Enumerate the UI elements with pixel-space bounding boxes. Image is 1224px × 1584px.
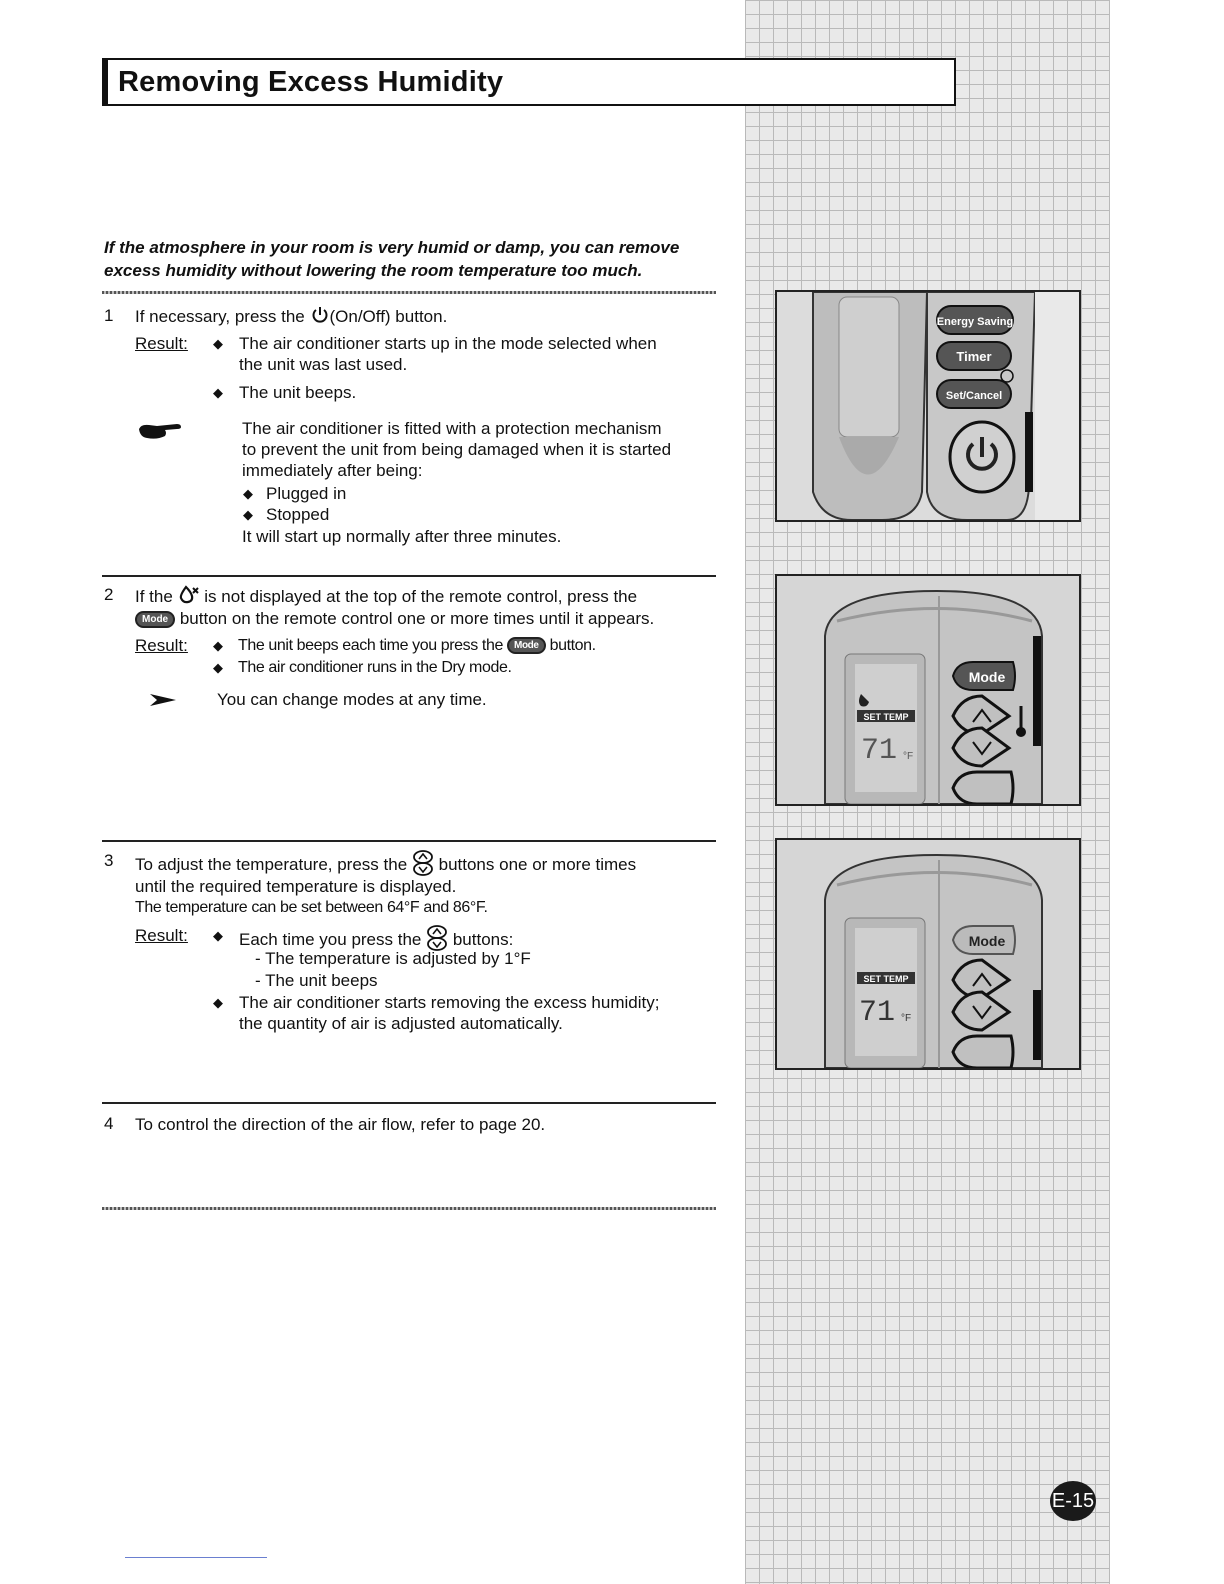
unit-label: °F <box>903 751 914 762</box>
step-2-result-label: Result: <box>135 636 188 655</box>
step-2-line-2 <box>135 608 654 629</box>
mode-button <box>953 662 1015 690</box>
note-closing: It will start up normally after three minutes. <box>242 527 562 546</box>
page-title: Removing Excess Humidity <box>118 66 504 98</box>
power-button <box>950 422 1014 492</box>
bullet-icon: ◆ <box>213 638 223 653</box>
step-3-line-2: until the required temperature is displayed. <box>135 877 457 896</box>
sleep-button <box>953 1036 1013 1068</box>
pointing-hand-icon <box>137 421 183 446</box>
title-box <box>102 58 956 106</box>
footer-link-line <box>125 1557 267 1558</box>
step-2-post: is not displayed at the top of the remote control, press the <box>204 586 638 606</box>
bullet-icon: ◆ <box>213 660 223 675</box>
power-icon <box>310 306 330 329</box>
step-2-number: 2 <box>104 585 114 604</box>
mode-button-icon: Mode <box>507 637 546 654</box>
step-3-result-2-line-1: The air conditioner starts removing the excess humidity; <box>239 993 660 1012</box>
step-3-sub-1: - The temperature is adjusted by 1°F <box>255 949 531 968</box>
mode-button <box>953 926 1015 954</box>
bullet-icon: ◆ <box>243 507 253 522</box>
sleep-button <box>953 772 1013 804</box>
step-2-result-1-pre: The unit beeps each time you press the <box>238 637 503 654</box>
divider-step-2 <box>102 575 716 577</box>
dry-mode-icon <box>178 585 200 610</box>
step-1-instruction <box>135 306 447 329</box>
remote-image-mode <box>775 574 1081 806</box>
step-2-result-2: The air conditioner runs in the Dry mode. <box>238 659 512 676</box>
note-bullet-1: Plugged in <box>266 484 347 503</box>
svg-text:71: 71 <box>859 996 896 1030</box>
step-4-number: 4 <box>104 1114 114 1133</box>
bullet-icon: ◆ <box>213 336 223 351</box>
unit-label: °F <box>901 1013 912 1024</box>
remote-image-power <box>775 290 1081 522</box>
step-2-pre: If the <box>135 586 173 606</box>
note-line-1: The air conditioner is fitted with a protection mechanism <box>242 419 662 438</box>
step-2-tip: You can change modes at any time. <box>217 690 487 709</box>
mode-button-label: Mode <box>968 933 1006 949</box>
set-cancel-label: Set/Cancel <box>945 390 1003 402</box>
step-3-sub-2: - The unit beeps <box>255 971 378 990</box>
step-3-result-2-line-2: the quantity of air is adjusted automatically. <box>239 1014 563 1033</box>
step-3-result-2 <box>239 992 659 1034</box>
step-1-note <box>242 418 671 481</box>
step-4-text: To control the direction of the air flow, refer to page 20. <box>135 1115 546 1134</box>
note-line-3: immediately after being: <box>242 461 423 480</box>
note-line-2: to prevent the unit from being damaged when it is started <box>242 440 672 459</box>
step-1-pre: If necessary, press the <box>135 307 305 326</box>
energy-saving-button <box>937 306 1013 334</box>
step-3-post: buttons one or more times <box>438 854 637 874</box>
remote-image-temperature <box>775 838 1081 1070</box>
note-bullet-2: Stopped <box>266 505 330 524</box>
step-3-line-3: The temperature can be set between 64°F and 86°F. <box>135 899 488 916</box>
step-1-result-2: The unit beeps. <box>239 383 357 402</box>
step-2-line-2-text: button on the remote control one or more times until it appears. <box>179 609 655 628</box>
bullet-icon: ◆ <box>213 928 223 943</box>
bullet-icon: ◆ <box>213 995 223 1010</box>
mode-button-icon: Mode <box>135 611 175 628</box>
step-1-result-1 <box>239 333 657 375</box>
timer-button <box>937 342 1011 370</box>
bullet-icon: ◆ <box>243 486 253 501</box>
step-3-result-1-pre: Each time you press the <box>239 929 422 949</box>
intro-text <box>104 236 724 282</box>
set-temp-label: SET TEMP <box>863 974 909 984</box>
step-1-number: 1 <box>104 306 114 325</box>
step-1-result-1-line-1: The air conditioner starts up in the mode selected when <box>239 334 657 353</box>
bullet-icon: ◆ <box>213 385 223 400</box>
svg-text:71: 71 <box>861 734 898 768</box>
arrow-tip-icon <box>150 693 176 712</box>
step-3-result-1-post: buttons: <box>452 929 514 949</box>
divider-step-3 <box>102 840 716 842</box>
step-1-post: (On/Off) button. <box>329 307 448 326</box>
intro-line-1: If the atmosphere in your room is very humid or damp, you can remove <box>104 238 680 257</box>
step-2-result-1-post: button. <box>549 637 596 654</box>
timer-label: Timer <box>956 349 992 364</box>
divider-top <box>102 291 716 294</box>
step-3-number: 3 <box>104 851 114 870</box>
step-2-result-1 <box>238 635 596 656</box>
set-cancel-button <box>937 380 1011 408</box>
step-3-pre: To adjust the temperature, press the <box>135 854 408 874</box>
step-1-result-label: Result: <box>135 334 188 353</box>
mode-button-label: Mode <box>968 669 1006 685</box>
energy-saving-label: Energy Saving <box>936 316 1014 328</box>
divider-step-4 <box>102 1102 716 1104</box>
set-temp-label: SET TEMP <box>863 712 909 722</box>
page-number-badge: E-15 <box>1050 1481 1096 1521</box>
step-3-result-label: Result: <box>135 926 188 945</box>
intro-line-2: excess humidity without lowering the room temperature too much. <box>104 261 643 280</box>
divider-bottom <box>102 1207 716 1210</box>
step-2-line-1 <box>135 585 637 610</box>
step-1-result-1-line-2: the unit was last used. <box>239 355 408 374</box>
